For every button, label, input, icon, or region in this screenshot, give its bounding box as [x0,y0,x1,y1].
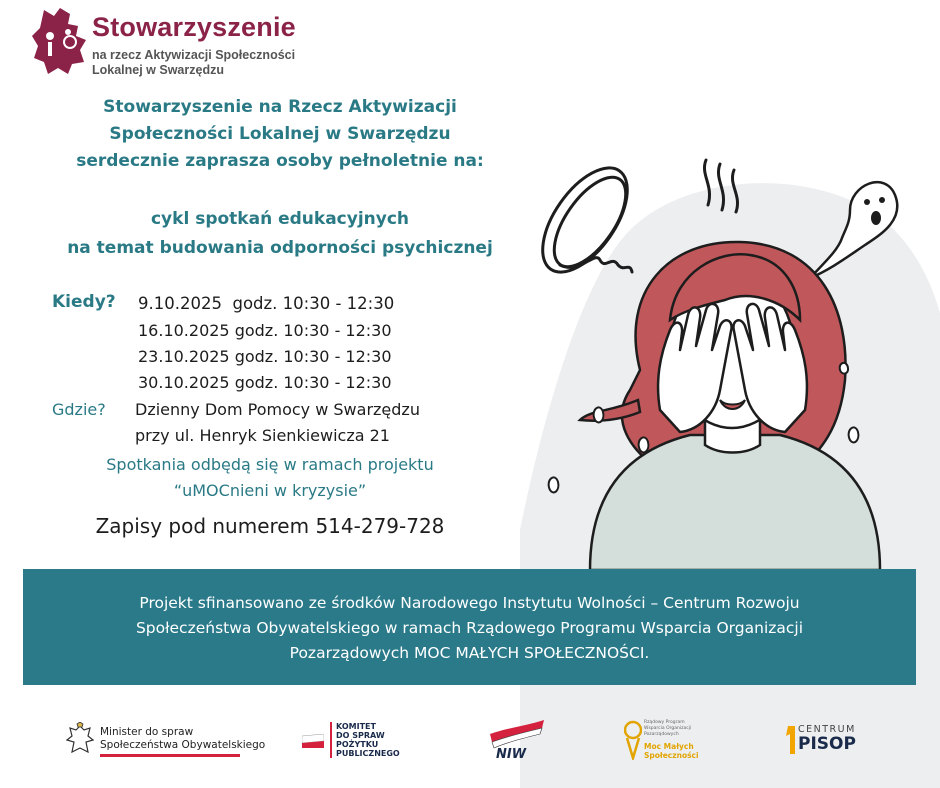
when-label: Kiedy? [52,292,116,312]
map-silhouette-icon [30,6,92,76]
where-label: Gdzie? [52,400,106,419]
intro-line: Społeczności Lokalnej w Swarzędzu [109,124,451,144]
project-name: “uMOCnieni w kryzysie” [173,481,367,500]
svg-text:NIW: NIW [496,747,527,762]
topic-line: na temat budowania odporności psychicznej [67,238,493,258]
topic-line: cykl spotkań edukacyjnych [150,209,410,229]
intro-line: serdecznie zaprasza osoby pełnoletnie na: [76,151,484,171]
scribble-icon [526,154,644,287]
polish-flag-icon [302,734,324,748]
eagle-emblem-icon [66,722,94,758]
minister-logo: Minister do spraw Społeczeństwa Obywatelskiego [66,720,246,762]
venue-name: Dzienny Dom Pomocy w Swarzędzu [135,400,420,419]
date-item: 9.10.2025 godz. 10:30 - 12:30 [138,294,395,313]
event-topic [20,205,540,263]
stressed-woman-illustration [520,150,940,570]
niw-logo [486,718,546,762]
moc-emblem-icon [624,720,642,760]
date-item: 23.10.2025 godz. 10:30 - 12:30 [138,347,392,366]
intro-line: Stowarzyszenie na Rzecz Aktywizacji [103,97,457,117]
project-info [20,452,520,504]
date-item: 16.10.2025 godz. 10:30 - 12:30 [138,321,392,340]
date-item: 30.10.2025 godz. 10:30 - 12:30 [138,373,392,392]
org-logo [30,6,350,76]
centrum-pisop-logo: CENTRUM PISOP [786,722,866,756]
pisop-mark-icon [786,726,796,754]
funding-text: Projekt sfinansowano ze środków Narodowego Instytutu Wolności – Centrum Rozwoju Społeczeństwa Obywatelskiego w ramach Rządowego Programu Wsparcia Organizacji Pozarządowych MOC MAŁYCH SPOŁECZNOŚCI. [135,594,804,662]
moc-malych-logo: Rządowy Program Wsparcia Organizacji Pozarządowych Moc Małych Społeczności [624,718,714,764]
org-subtitle: na rzecz Aktywizacji Społeczności Lokalnej w Swarzędzu [92,48,296,77]
ghost-icon [810,182,897,278]
org-name: Stowarzyszenie [92,12,296,42]
signup-phone: Zapisy pod numerem 514-279-728 [95,514,445,538]
project-line: Spotkania odbędą się w ramach projektu [106,455,434,474]
intro-text [20,94,540,175]
red-bar [100,754,240,757]
steam-icon [704,160,737,212]
komitet-logo: KOMITET DO SPRAW POŻYTKU PUBLICZNEGO [302,720,412,760]
funding-banner [23,569,916,685]
venue-address: przy ul. Henryk Sienkiewicza 21 [135,426,390,445]
